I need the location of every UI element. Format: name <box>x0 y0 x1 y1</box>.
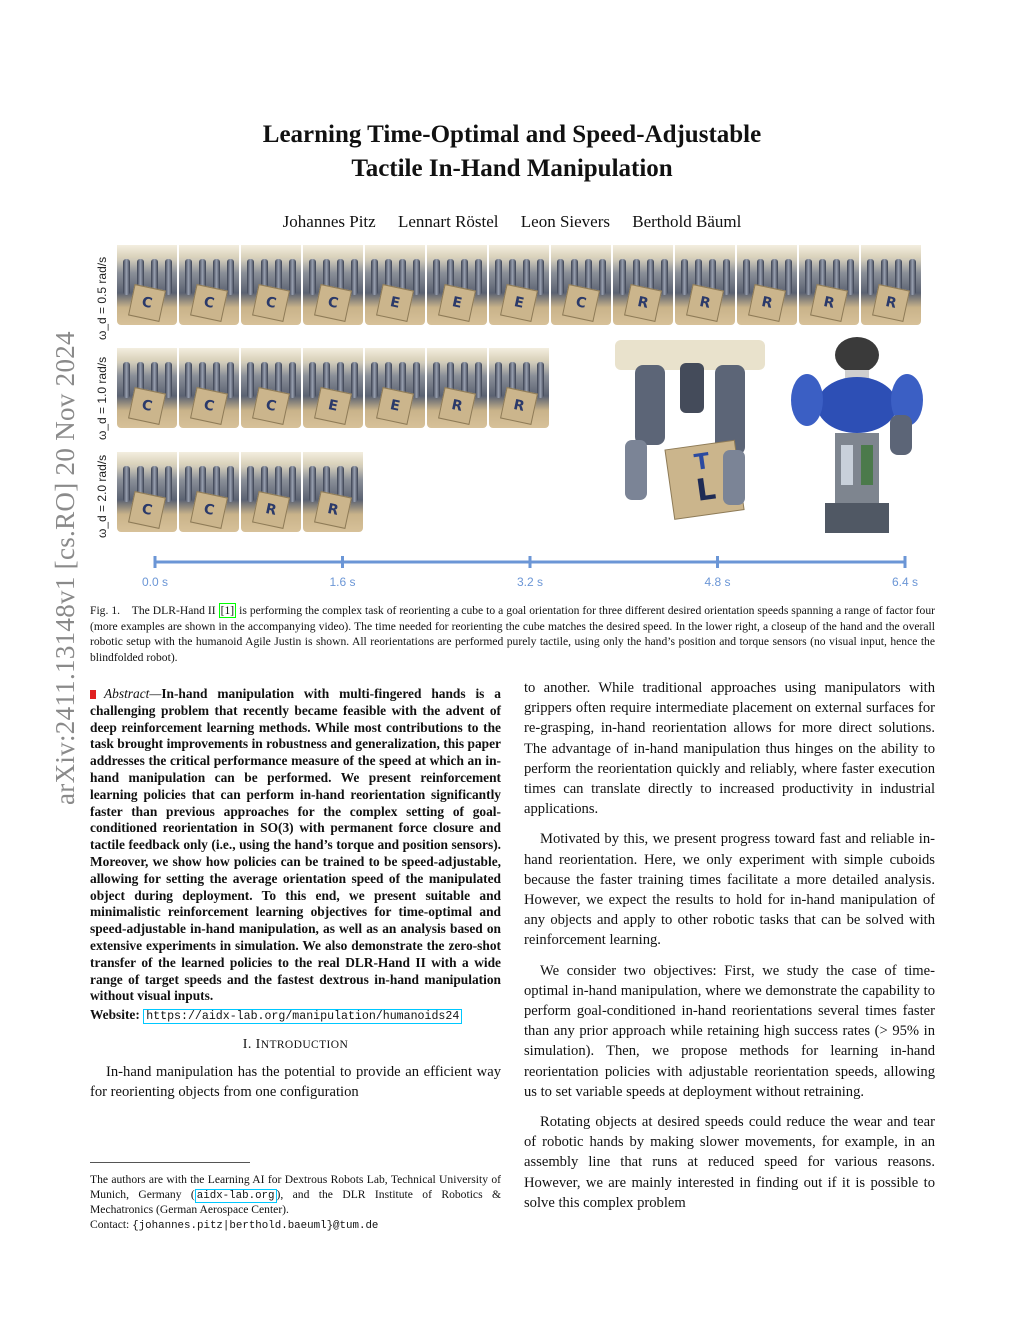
finger-shape <box>785 259 792 295</box>
cube-face-letter: C <box>128 491 166 529</box>
hand-frame-image <box>737 245 797 325</box>
affiliation-note <box>90 1173 501 1218</box>
abstract-body: In-hand manipulation with multi-fingered hands is a challenging problem that recently became feasible with the advent of deep reinforcement learning methods. While most contributions to the task brought improvements in robustness and generalization, this paper addresses the critical performance measure of the speed at which an in-hand manipulation can be performed. We present reinforcement learning policies that can perform in-hand reorientation significantly faster than previous approaches for the complex setting of goal-conditioned reorientation in SO(3) with permanent force closure and tactile feedback only (i.e., using the hand’s torque and position sensors). Moreover, we show how policies can be trained to be speed-adjustable, allowing for setting the average orientation speed of the manipulated object during deployment. To this end, we present suitable and minimalistic reinforcement learning objectives for time-optimal and speed-adjustable in-hand manipulation, as well as an analysis based on extensive experiments in simulation. We also demonstrate the zero-shot transfer of the learned policies to the real DLR-Hand II with a wide range of target speeds and the fastest dextrous in-hand manipulation without visual inputs. <box>90 686 501 1004</box>
website-line <box>90 1005 501 1027</box>
left-column <box>90 686 501 1112</box>
intro-paragraph-1: In-hand manipulation has the potential to provide an efficient way for reorienting objects from one configuration <box>90 1063 501 1100</box>
hand-closeup-image <box>605 335 775 535</box>
hand-frame-image <box>799 245 859 325</box>
finger-shape <box>165 362 172 398</box>
row-label-speed-2-0: ω_d = 2.0 rad/s <box>95 454 109 538</box>
author: Lennart Röstel <box>397 212 499 231</box>
hand-frame-image <box>179 245 239 325</box>
annotation-marker-icon <box>90 690 96 699</box>
finger-shape <box>661 259 668 295</box>
hand-frame-image <box>303 245 363 325</box>
abstract: Abstract—In-hand manipulation with multi-fingered hands is a challenging problem that recently became feasible with the advent of deep reinforcement learning methods. While most contributions to the task brought improvements in robustness and generalization, this paper addresses the critical performance measure of the speed at which an in-hand manipulation can be performed. We present reinforcement learning policies that can perform in-hand reorientation significantly faster than previous approaches for the complex setting of goal-conditioned reorientation in SO(3) with permanent force closure and tactile feedback only (i.e., using the hand’s torque and position sensors). Moreover, we show how policies can be trained to be speed-adjustable, allowing for setting the average orientation speed of the manipulated object during deployment. To this end, we present suitable and minimalistic reinforcement learning objectives for time-optimal and speed-adjustable in-hand manipulation, as well as an analysis based on extensive experiments in simulation. We also demonstrate the zero-shot transfer of the learned policies to the real DLR-Hand II with a wide range of target speeds and the fastest dextrous in-hand manipulation without visual inputs. <box>90 686 501 1004</box>
axis-tick-label: 6.4 s <box>891 575 919 589</box>
finger-shape <box>619 259 626 295</box>
section-number: I. <box>242 1037 252 1053</box>
finger-shape <box>227 259 234 295</box>
contact-label: Contact: <box>90 1217 130 1231</box>
author: Berthold Bäuml <box>632 212 742 231</box>
finger-shape <box>165 259 172 295</box>
cube-face-letter: C <box>190 387 228 425</box>
intro-paragraph-2: Motivated by this, we present progress toward fast and reliable in-hand reorientation. Here, we only experiment with simple cuboids because the faster training times facilitate a more detailed analysis. However, we expect the results to hold for in-hand manipulation of any objects and apply to other robotic tasks that can be solved with reinforcement learning. <box>524 831 935 949</box>
finger-shape <box>433 362 440 398</box>
cube-face-letter: C <box>252 387 290 425</box>
finger-shape <box>681 259 688 295</box>
hand-frame-image <box>241 452 301 532</box>
hand-frame-image <box>117 452 177 532</box>
cube-face-letter: C <box>190 491 228 529</box>
finger-shape <box>599 259 606 295</box>
cube-face-letter: E <box>376 387 414 425</box>
axis-tick-label: 3.2 s <box>516 575 544 589</box>
arxiv-identifier: arXiv:2411.13148v1 [cs.RO] 20 Nov 2024 <box>50 331 80 805</box>
finger-shape <box>309 466 316 502</box>
section-title-rest: NTRODUCTION <box>260 1039 349 1052</box>
finger-shape <box>413 362 420 398</box>
title-line-1: Learning Time-Optimal and Speed-Adjustable <box>262 121 762 148</box>
finger-shape <box>495 362 502 398</box>
finger-shape <box>723 259 730 295</box>
finger-shape <box>289 466 296 502</box>
finger-shape <box>123 362 130 398</box>
footnote-rule <box>90 1162 250 1163</box>
agile-justin-robot-image <box>785 335 935 535</box>
row-label-speed-0-5: ω_d = 0.5 rad/s <box>95 256 109 340</box>
section-title-initial: I <box>255 1037 261 1053</box>
finger-shape <box>185 259 192 295</box>
intro-paragraph-continued: to another. While traditional approaches using manipulators with grippers often require intermediate placement on external surfaces for re-grasping, in-hand reorientation allows for more direct solutions. The advantage of in-hand manipulation thus hinges on the ability to perform the reorientation quickly and reliably, where faster execution times can translate directly to increased productivity in industrial applications. <box>524 680 935 818</box>
cube-face-letter: R <box>872 284 910 322</box>
abstract-label: Abstract <box>104 686 150 701</box>
affiliation-text: The authors are with the Learning AI for Dextrous Robots Lab, Technical University of Munich, Germany ( <box>90 1173 501 1201</box>
closeup-cube-letter-front: L <box>694 471 718 509</box>
hand-frame-image <box>365 245 425 325</box>
cube-face-letter: C <box>252 284 290 322</box>
right-column <box>524 678 935 1223</box>
intro-paragraph-3: We consider two objectives: First, we study the case of time-optimal in-hand manipulation, where we demonstrate the capability to perform goal-conditioned in-hand reorientations several times faster than any prior approach while retaining high success rates (> 95% in simulation). Then, we propose methods for learning in-hand reorientation policies with adjustable reorientation speeds, allowing us to set variable speeds at deployment without retraining. <box>524 962 935 1100</box>
finger-shape <box>743 259 750 295</box>
figure-caption <box>90 603 935 665</box>
hand-frame-image <box>179 452 239 532</box>
footnote <box>90 1167 501 1233</box>
finger-shape <box>165 466 172 502</box>
cube-face-letter: R <box>500 387 538 425</box>
hand-frame-image <box>117 348 177 428</box>
hand-frame-image <box>613 245 673 325</box>
section-heading-introduction <box>90 1035 501 1055</box>
frame-row-speed-1-0 <box>117 348 549 428</box>
cube-face-letter: R <box>252 491 290 529</box>
cube-face-letter: R <box>438 387 476 425</box>
hand-frame-image <box>241 245 301 325</box>
author-list <box>120 212 904 232</box>
author: Leon Sievers <box>520 212 610 231</box>
finger-shape <box>433 259 440 295</box>
finger-shape <box>351 466 358 502</box>
finger-shape <box>371 362 378 398</box>
hand-frame-image <box>861 245 921 325</box>
cube-face-letter: C <box>314 284 352 322</box>
hand-frame-image <box>241 348 301 428</box>
closeup-cube-letter-top: T <box>692 449 712 476</box>
row-label-speed-1-0: ω_d = 1.0 rad/s <box>95 356 109 440</box>
axis-tick-label: 0.0 s <box>141 575 169 589</box>
citation-link[interactable]: [1] <box>220 604 235 617</box>
cube-face-letter: E <box>314 387 352 425</box>
figure-1 <box>95 240 935 590</box>
hand-frame-image <box>551 245 611 325</box>
finger-shape <box>867 259 874 295</box>
hand-frame-image <box>303 452 363 532</box>
cube-face-letter: C <box>190 284 228 322</box>
cube-face-letter: R <box>314 491 352 529</box>
finger-shape <box>475 259 482 295</box>
axis-tick-label: 1.6 s <box>329 575 356 589</box>
finger-shape <box>123 259 130 295</box>
finger-shape <box>247 362 254 398</box>
finger-shape <box>289 362 296 398</box>
finger-shape <box>847 259 854 295</box>
finger-shape <box>351 362 358 398</box>
finger-shape <box>185 362 192 398</box>
caption-label: Fig. 1. <box>90 604 121 617</box>
finger-shape <box>413 259 420 295</box>
hand-frame-image <box>365 348 425 428</box>
author: Johannes Pitz <box>282 212 376 231</box>
finger-shape <box>227 466 234 502</box>
website-link[interactable]: https://aidx-lab.org/manipulation/humanoids24 <box>143 1009 462 1024</box>
time-axis <box>141 550 919 590</box>
finger-shape <box>185 466 192 502</box>
frame-row-speed-2-0 <box>117 452 363 532</box>
hand-frame-image <box>489 348 549 428</box>
cube-face-letter: R <box>686 284 724 322</box>
finger-shape <box>289 259 296 295</box>
cube-face-letter: E <box>438 284 476 322</box>
title-line-2: Tactile In-Hand Manipulation <box>351 155 673 182</box>
cube-face-letter: C <box>128 387 166 425</box>
hand-frame-image <box>179 348 239 428</box>
finger-shape <box>309 362 316 398</box>
hand-frame-image <box>117 245 177 325</box>
finger-shape <box>805 259 812 295</box>
finger-shape <box>247 466 254 502</box>
hand-frame-image <box>675 245 735 325</box>
cube-face-letter: E <box>376 284 414 322</box>
hand-frame-image <box>427 245 487 325</box>
paper-title <box>120 118 904 186</box>
frame-row-speed-0-5 <box>117 245 921 325</box>
finger-shape <box>371 259 378 295</box>
finger-shape <box>495 259 502 295</box>
cube-face-letter: R <box>810 284 848 322</box>
finger-shape <box>537 362 544 398</box>
axis-tick-label: 4.8 s <box>704 575 731 589</box>
contact-emails: {johannes.pitz|berthold.baeuml}@tum.de <box>132 1219 379 1232</box>
contact-note <box>90 1218 501 1234</box>
cube-face-letter: R <box>748 284 786 322</box>
cube-face-letter: C <box>128 284 166 322</box>
finger-shape <box>247 259 254 295</box>
finger-shape <box>475 362 482 398</box>
finger-shape <box>227 362 234 398</box>
cube-face-letter: E <box>500 284 538 322</box>
finger-shape <box>537 259 544 295</box>
finger-shape <box>909 259 916 295</box>
affiliation-text-end: ), and the DLR Institute of Robotics & Mechatronics (German Aerospace Center). <box>90 1187 501 1217</box>
caption-text-start: The DLR-Hand II <box>131 604 216 617</box>
finger-shape <box>557 259 564 295</box>
hand-frame-image <box>489 245 549 325</box>
website-label: Website: <box>90 1007 140 1023</box>
finger-shape <box>123 466 130 502</box>
cube-face-letter: C <box>562 284 600 322</box>
finger-shape <box>351 259 358 295</box>
finger-shape <box>309 259 316 295</box>
hand-frame-image <box>303 348 363 428</box>
cube-face-letter: R <box>624 284 662 322</box>
hand-frame-image <box>427 348 487 428</box>
lab-website-link[interactable]: aidx-lab.org <box>196 1189 275 1202</box>
intro-paragraph-4: Rotating objects at desired speeds could reduce the wear and tear of robotic hands by making slower movements, for example, in an assembly line that runs at reduced speed for various reasons. However, we are mainly interested in finding out if it is possible to solve this complex problem <box>524 1114 935 1211</box>
caption-text-rest: is performing the complex task of reorienting a cube to a goal orientation for three different desired orientation speeds spanning a range of factor four (more examples are shown in the accompanying video). The time needed for reorienting the cube matches the desired speed. In the lower right, a closeup of the hand and the overall robotic setup with the humanoid Agile Justin is shown. All reorientations are performed purely tactile, using only the hand’s position and torque sensors (no visual input, hence the blindfolded robot). <box>90 604 935 664</box>
